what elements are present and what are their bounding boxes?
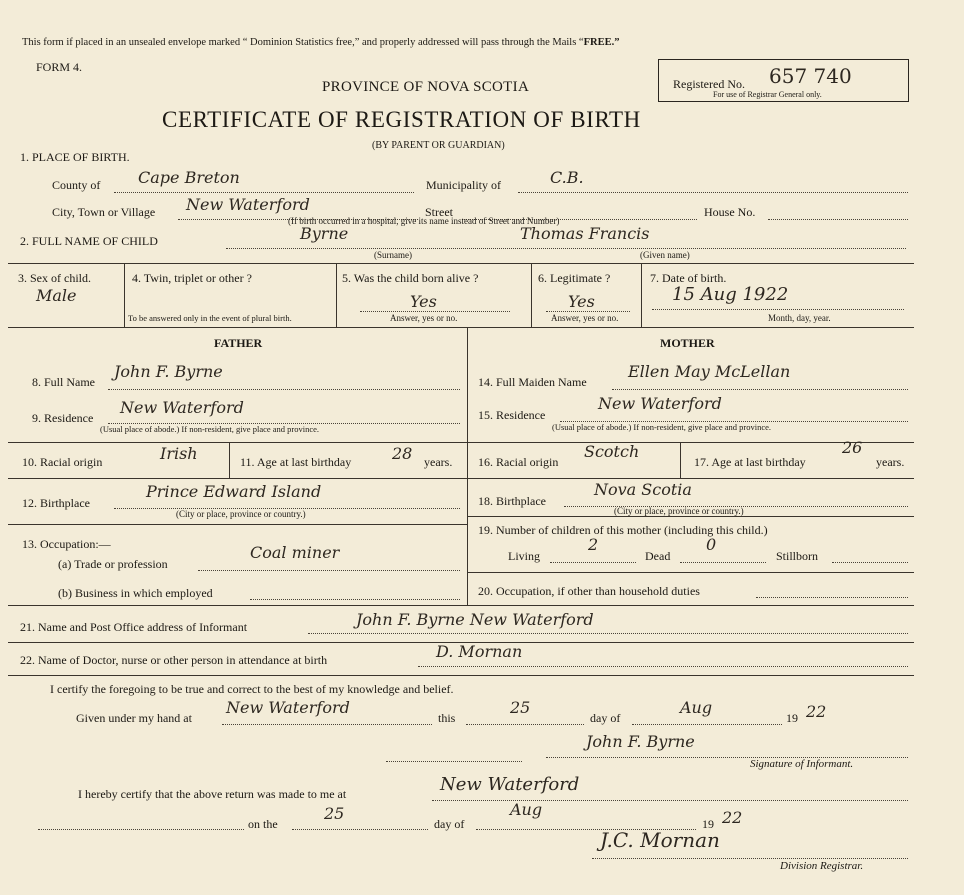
mother-residence-caption: (Usual place of abode.) If non-resident, give place and province. [552, 422, 772, 432]
alive-value: Yes [410, 292, 437, 311]
child-given-name: Thomas Francis [520, 224, 650, 243]
date-line [652, 309, 904, 310]
return-lead-line [38, 829, 244, 830]
father-residence-caption: (Usual place of abode.) If non-resident, give place and province. [100, 424, 320, 434]
registrar-note: For use of Registrar General only. [713, 90, 822, 99]
mother-occupation-label: 20. Occupation, if other than household duties [478, 584, 700, 598]
month-line [632, 724, 782, 725]
municipality-line [518, 192, 908, 193]
children-label: 19. Number of children of this mother (including this child.) [478, 523, 768, 537]
registrar-signature-line [592, 858, 908, 859]
return-day-value: 25 [324, 804, 345, 823]
house-line [768, 219, 908, 220]
city-value: New Waterford [186, 195, 310, 214]
father-birthplace-label: 12. Birthplace [22, 496, 90, 510]
divider [467, 572, 914, 573]
living-value: 2 [588, 535, 599, 554]
day-of-label: day of [590, 711, 621, 725]
mother-birthplace-value: Nova Scotia [594, 480, 692, 499]
dead-label: Dead [645, 549, 671, 563]
house-label: House No. [704, 205, 756, 219]
informant-value: John F. Byrne New Waterford [356, 610, 594, 629]
registrar-caption: Division Registrar. [780, 860, 864, 872]
divider [336, 263, 337, 327]
return-place-line [432, 800, 908, 801]
registered-box [658, 59, 909, 102]
mother-racial-value: Scotch [584, 442, 640, 461]
certify-text: I certify the foregoing to be true and correct to the best of my knowledge and belief. [50, 682, 454, 696]
divider [8, 605, 914, 606]
registered-label: Registered No. [673, 77, 745, 91]
surname-caption: (Surname) [374, 250, 412, 260]
divider [124, 263, 125, 327]
hospital-note: (If birth occurred in a hospital, give its name instead of Street and Number) [288, 216, 560, 226]
county-value: Cape Breton [138, 168, 240, 187]
divider [641, 263, 642, 327]
month-value: Aug [680, 698, 713, 717]
street-label: Street [425, 205, 453, 219]
alive-label: 5. Was the child born alive ? [342, 271, 479, 285]
legit-line [546, 311, 630, 312]
municipality-label: Municipality of [426, 178, 501, 192]
father-trade-value: Coal miner [250, 543, 340, 562]
on-the-label: on the [248, 817, 278, 831]
divider [8, 524, 467, 525]
date-value: 15 Aug 1922 [672, 284, 789, 305]
divider [467, 327, 468, 605]
mother-maiden-label: 14. Full Maiden Name [478, 375, 587, 389]
year-prefix: 19 [786, 711, 798, 725]
divider [8, 442, 914, 443]
mother-age-value: 26 [842, 438, 863, 457]
dead-value: 0 [706, 535, 717, 554]
city-label: City, Town or Village [52, 205, 156, 219]
divider [8, 478, 914, 479]
doctor-label: 22. Name of Doctor, nurse or other person in attendance at birth [20, 653, 328, 667]
twin-note: To be answered only in the event of plural birth. [128, 313, 292, 323]
day-line [466, 724, 584, 725]
return-day-of-label: day of [434, 817, 465, 831]
mother-residence-label: 15. Residence [478, 408, 546, 422]
return-rule [386, 761, 522, 762]
return-month-value: Aug [510, 800, 543, 819]
stillborn-line [832, 562, 908, 563]
return-year-prefix: 19 [702, 817, 714, 831]
father-heading: FATHER [214, 336, 263, 350]
twin-label: 4. Twin, triplet or other ? [132, 271, 252, 285]
child-name-line [226, 248, 906, 249]
father-trade-line [198, 570, 460, 571]
mail-notice: This form if placed in an unsealed envelope marked “ Dominion Statistics free,” and properly addressed will pass through the Mails “FREE.” [22, 37, 620, 48]
legit-label: 6. Legitimate ? [538, 271, 611, 285]
legit-caption: Answer, yes or no. [551, 313, 619, 323]
divider [8, 327, 914, 328]
registered-number: 657 740 [769, 64, 852, 88]
divider [531, 263, 532, 327]
doctor-value: D. Mornan [436, 642, 523, 661]
mother-occupation-line [756, 597, 908, 598]
alive-line [360, 311, 510, 312]
given-place-value: New Waterford [226, 698, 350, 717]
return-day-line [292, 829, 428, 830]
sex-label: 3. Sex of child. [18, 271, 91, 285]
return-text: I hereby certify that the above return was made to me at [78, 787, 347, 801]
date-label: 7. Date of birth. [650, 271, 727, 285]
stillborn-label: Stillborn [776, 549, 819, 563]
given-place-line [222, 724, 432, 725]
mother-maiden-line [612, 389, 908, 390]
municipality-value: C.B. [550, 168, 584, 187]
mother-residence-value: New Waterford [598, 394, 722, 413]
page-subtitle: (BY PARENT OR GUARDIAN) [372, 140, 505, 151]
father-years-label: years. [424, 455, 453, 469]
form-number: FORM 4. [36, 60, 83, 74]
child-surname: Byrne [300, 224, 349, 243]
father-age-label: 11. Age at last birthday [240, 455, 352, 469]
father-residence-value: New Waterford [120, 398, 244, 417]
day-value: 25 [510, 698, 531, 717]
divider [680, 442, 681, 478]
given-caption: (Given name) [640, 250, 690, 260]
mother-maiden-value: Ellen May McLellan [628, 362, 791, 381]
divider [229, 442, 230, 478]
father-birthplace-caption: (City or place, province or country.) [176, 509, 306, 519]
father-name-line [108, 389, 460, 390]
mother-heading: MOTHER [660, 336, 715, 350]
informant-signature: John F. Byrne [586, 732, 695, 751]
year-suffix: 22 [806, 702, 827, 721]
informant-signature-line [546, 757, 908, 758]
sex-value: Male [36, 286, 77, 305]
father-age-value: 28 [392, 444, 413, 463]
place-of-birth-heading: 1. PLACE OF BIRTH. [20, 150, 130, 164]
divider [467, 516, 914, 517]
divider [8, 263, 914, 264]
informant-line [308, 633, 908, 634]
alive-caption: Answer, yes or no. [390, 313, 458, 323]
living-line [550, 562, 636, 563]
mother-birthplace-label: 18. Birthplace [478, 494, 546, 508]
father-racial-value: Irish [160, 444, 198, 463]
father-racial-label: 10. Racial origin [22, 455, 103, 469]
doctor-line [418, 666, 908, 667]
informant-label: 21. Name and Post Office address of Informant [20, 620, 248, 634]
father-name-label: 8. Full Name [32, 375, 95, 389]
county-line [114, 192, 414, 193]
divider [8, 675, 914, 676]
father-residence-label: 9. Residence [32, 411, 94, 425]
county-label: County of [52, 178, 101, 192]
mother-racial-label: 16. Racial origin [478, 455, 559, 469]
father-birthplace-value: Prince Edward Island [146, 482, 322, 501]
date-caption: Month, day, year. [768, 313, 831, 323]
informant-signature-caption: Signature of Informant. [750, 758, 854, 770]
child-name-label: 2. FULL NAME OF CHILD [20, 234, 158, 248]
mother-years-label: years. [876, 455, 905, 469]
father-trade-label: (a) Trade or profession [58, 557, 168, 571]
this-label: this [438, 711, 456, 725]
living-label: Living [508, 549, 540, 563]
dead-line [680, 562, 766, 563]
page-title: CERTIFICATE OF REGISTRATION OF BIRTH [162, 107, 641, 132]
registrar-signature: J.C. Mornan [600, 828, 720, 852]
given-label: Given under my hand at [76, 711, 192, 725]
mother-birthplace-caption: (City or place, province or country.) [614, 506, 744, 516]
father-occupation-label: 13. Occupation:— [22, 537, 111, 551]
father-business-line [250, 599, 460, 600]
father-name-value: John F. Byrne [114, 362, 223, 381]
province-heading: PROVINCE OF NOVA SCOTIA [322, 79, 530, 95]
legit-value: Yes [568, 292, 595, 311]
return-place-value: New Waterford [440, 774, 580, 795]
father-business-label: (b) Business in which employed [58, 586, 213, 600]
return-year-suffix: 22 [722, 808, 743, 827]
mother-age-label: 17. Age at last birthday [694, 455, 806, 469]
